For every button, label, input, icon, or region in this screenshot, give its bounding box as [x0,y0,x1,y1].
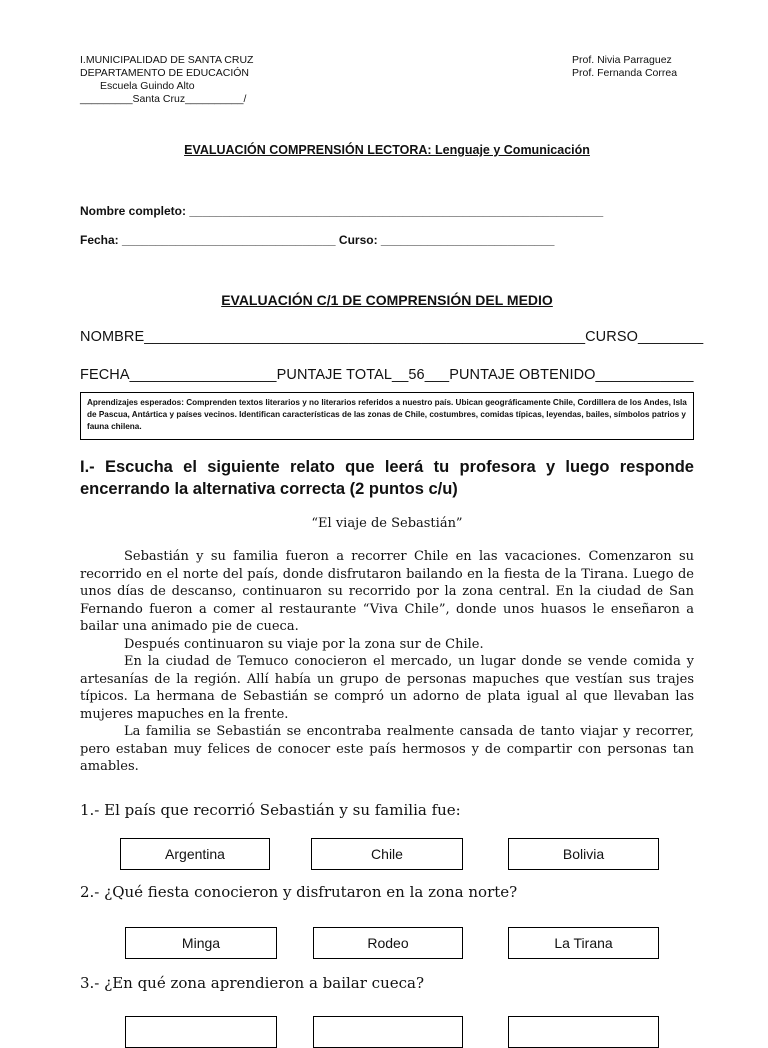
header-line: DEPARTAMENTO DE EDUCACIÓN [80,67,249,79]
story-paragraph: En la ciudad de Temuco conocieron el mercado, un lugar donde se vende comida y artesanías de la región. Allí había un grupo de personas mapuches que vestían sus trajes típicos. La hermana de Sebastián se compró un adorno de plata igual al que llevaban las mujeres mapuches en la frente. [80,654,694,722]
story-paragraph: Sebastián y su familia fueron a recorrer Chile en las vacaciones. Comenzaron su recorrido en el norte del país, donde disfrutaron bailando en la fiesta de la Tirana. Luego de unos días de descanso, continuaron su recorrido por la zona central. En la ciudad de San Fernando fueron a comer al restaurante “Viva Chile”, donde unos huasos le enseñaron a bailar una animado pie de cueca. [80,549,694,634]
q3-option-1[interactable] [125,1016,277,1048]
school-header [80,54,253,106]
fecha-curso-field[interactable]: Fecha: ________________________________ Curso: __________________________ [80,233,555,247]
q1-option-argentina[interactable]: Argentina [120,838,270,870]
story-paragraph: La familia se Sebastián se encontraba realmente cansada de tanto viajar y recorrer, pero estaban muy felices de conocer este país hermosos y de compartir con personas tan amables. [80,724,694,774]
objectives-box: Aprendizajes esperados: Comprenden textos literarios y no literarios referidos a nuestro país. Ubican geográficamente Chile, Cordillera de los Andes, Isla de Pascua, Antártica y países vecinos. Identifican características de las zonas de Chile, costumbres, comidas típicas, leyendas, bailes, símbolos patrios y fauna chilena. [80,392,694,440]
teacher-name: Prof. Nivia Parraguez [572,54,672,66]
header-line: Escuela Guindo Alto [100,80,195,92]
q3-option-3[interactable] [508,1016,659,1048]
story-title: “El viaje de Sebastián” [311,516,463,531]
story-paragraph: Después continuaron su viaje por la zona sur de Chile. [124,636,484,652]
q2-option-la-tirana[interactable]: La Tirana [508,927,659,959]
question-2: 2.- ¿Qué fiesta conocieron y disfrutaron en la zona norte? [80,883,518,901]
teacher-name: Prof. Fernanda Correa [572,67,678,79]
header-line: _________Santa Cruz__________/ [80,93,247,105]
page-title: EVALUACIÓN COMPRENSIÓN LECTORA: Lenguaje y Comunicación [184,143,590,157]
question-1: 1.- El país que recorrió Sebastián y su familia fue: [80,801,461,819]
question-3: 3.- ¿En qué zona aprendieron a bailar cueca? [80,974,424,992]
q1-option-bolivia[interactable]: Bolivia [508,838,659,870]
story-text [80,548,694,776]
nombre-curso-line[interactable]: NOMBRE______________________________________________________CURSO________ [80,329,704,345]
q1-option-chile[interactable]: Chile [311,838,463,870]
teachers-header [572,54,677,80]
q3-option-2[interactable] [313,1016,463,1048]
q2-option-minga[interactable]: Minga [125,927,277,959]
nombre-completo-field[interactable]: Nombre completo: ______________________________________________________________ [80,204,604,218]
section-instruction: I.- Escucha el siguiente relato que leerá tu profesora y luego responde encerrando la alternativa correcta (2 puntos c/u) [80,458,694,498]
evaluation-subtitle: EVALUACIÓN C/1 DE COMPRENSIÓN DEL MEDIO [221,292,553,308]
header-line: I.MUNICIPALIDAD DE SANTA CRUZ [80,54,254,66]
fecha-puntaje-line[interactable]: FECHA__________________PUNTAJE TOTAL__56___PUNTAJE OBTENIDO____________ [80,367,694,383]
q2-option-rodeo[interactable]: Rodeo [313,927,463,959]
